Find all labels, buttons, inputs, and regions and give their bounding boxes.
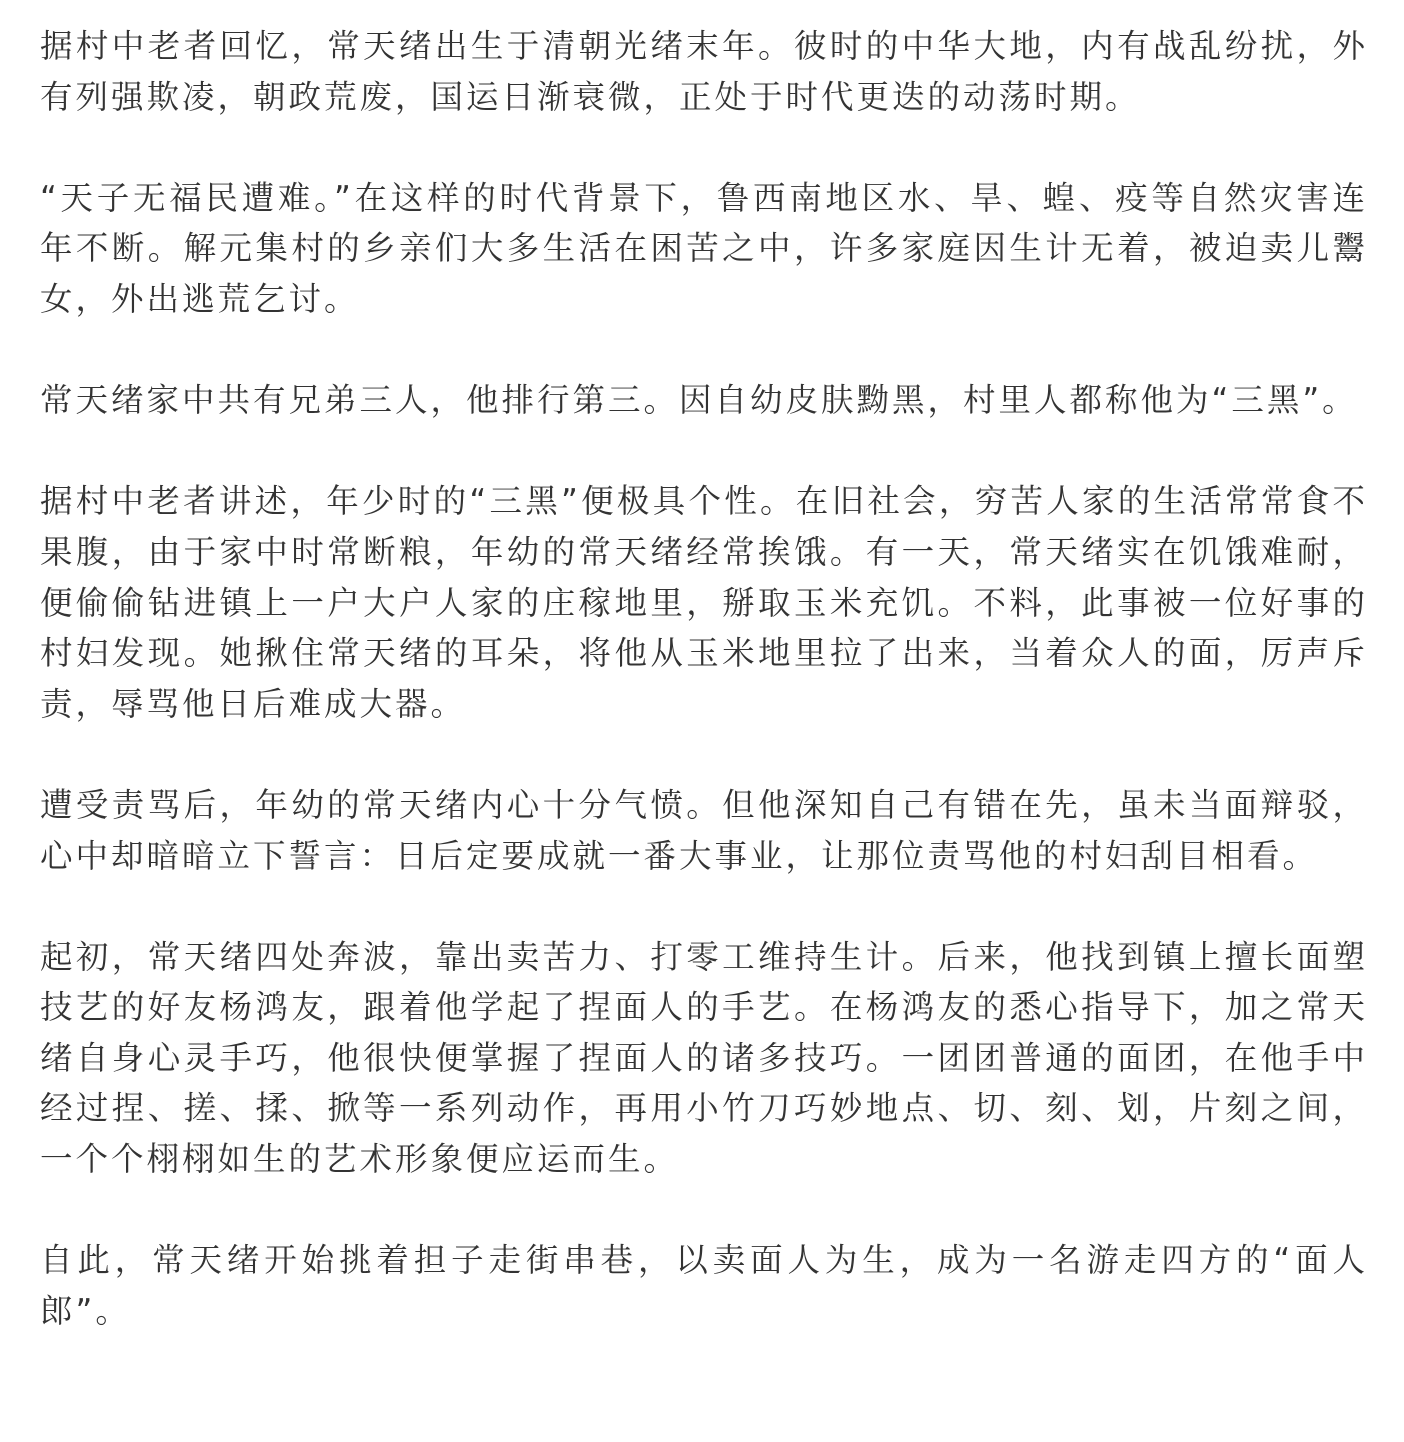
paragraph-5: 遭受责骂后，年幼的常天绪内心十分气愤。但他深知自己有错在先，虽未当面辩驳，心中却暗暗立下誓言：日后定要成就一番大事业，让那位责骂他的村妇刮目相看。	[40, 785, 1368, 875]
paragraph-3: 常天绪家中共有兄弟三人，他排行第三。因自幼皮肤黝黑，村里人都称他为“三黑”。	[40, 381, 1358, 420]
paragraph-7: 自此，常天绪开始挑着担子走街串巷，以卖面人为生，成为一名游走四方的“面人郎”。	[40, 1241, 1368, 1330]
paragraph-6: 起初，常天绪四处奔波，靠出卖苦力、打零工维持生计。后来，他找到镇上擅长面塑技艺的好友杨鸿友，跟着他学起了捏面人的手艺。在杨鸿友的悉心指导下，加之常天绪自身心灵手巧，他很快便掌握了捏面人的诸多技巧。一团团普通的面团，在他手中经过捏、搓、揉、掀等一系列动作，再用小竹刀巧妙地点、切、刻、划，片刻之间，一个个栩栩如生的艺术形象便应运而生。	[40, 937, 1368, 1179]
paragraph-4: 据村中老者讲述，年少时的“三黑”便极具个性。在旧社会，穷苦人家的生活常常食不果腹，由于家中时常断粮，年幼的常天绪经常挨饿。有一天，常天绪实在饥饿难耐，便偷偷钻进镇上一户大户人家的庄稼地里，掰取玉米充饥。不料，此事被一位好事的村妇发现。她揪住常天绪的耳朵，将他从玉米地里拉了出来，当着众人的面，厉声斥责，辱骂他日后难成大器。	[40, 482, 1368, 723]
paragraph-2: “天子无福民遭难。”在这样的时代背景下，鲁西南地区水、旱、蝗、疫等自然灾害连年不断。解元集村的乡亲们大多生活在困苦之中，许多家庭因生计无着，被迫卖儿鬻女，外出逃荒乞讨。	[40, 178, 1368, 318]
paragraph-1: 据村中老者回忆，常天绪出生于清朝光绪末年。彼时的中华大地，内有战乱纷扰，外有列强欺凌，朝政荒废，国运日渐衰微，正处于时代更迭的动荡时期。	[40, 27, 1368, 116]
